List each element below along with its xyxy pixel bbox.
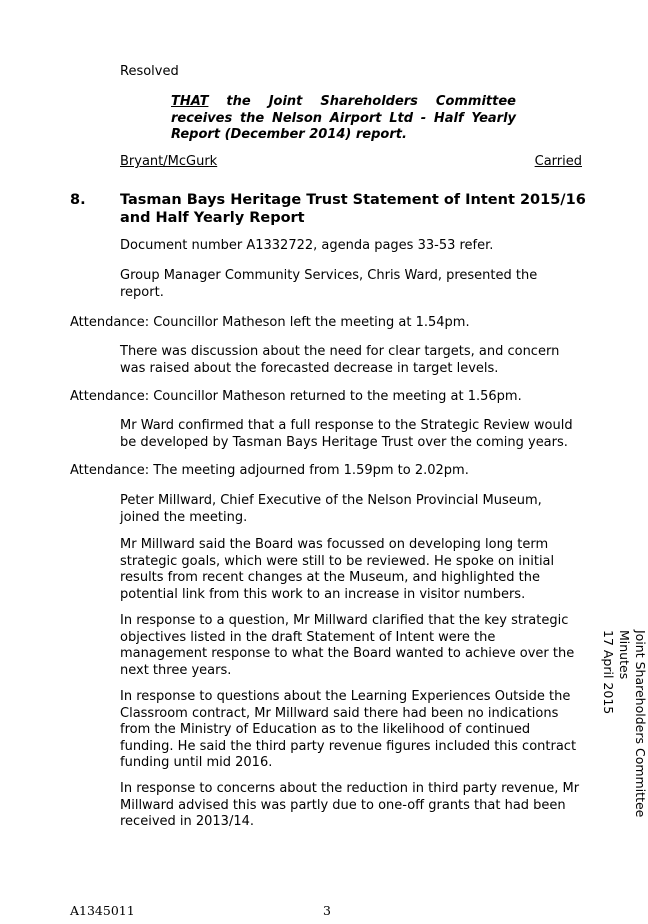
footer-doc-number: A1345011	[70, 903, 135, 918]
resolution-text	[171, 94, 516, 144]
doc-reference: Document number A1332722, agenda pages 33-53 refer.	[120, 238, 494, 253]
footer-page-number: 3	[323, 903, 331, 918]
strategic-objectives-paragraph: In response to a question, Mr Millward clarified that the key strategic objectives listed in the draft Statement of Intent were the management response to what the Board wanted to achieve over the next three years.	[120, 613, 575, 678]
mover-seconder: Bryant/McGurk	[120, 154, 218, 169]
revenue-paragraph: In response to concerns about the reduction in third party revenue, Mr Millward advised this was partly due to one-off grants that had been received in 2013/14.	[120, 781, 580, 829]
resolution-body: the Joint Shareholders Committee receives the Nelson Airport Ltd - Half Yearly Report (December 2014) report.	[171, 94, 516, 142]
attendance-returned: Attendance: Councillor Matheson returned to the meeting at 1.56pm.	[70, 389, 522, 404]
resolved-label: Resolved	[120, 64, 179, 79]
ward-confirmed-paragraph: Mr Ward confirmed that a full response to the Strategic Review would be developed by Tasman Bays Heritage Trust over the coming years.	[120, 418, 573, 450]
discussion-paragraph: There was discussion about the need for clear targets, and concern was raised about the forecasted decrease in target levels.	[120, 344, 560, 376]
carried-label: Carried	[534, 154, 582, 169]
item-number: 8.	[70, 192, 86, 208]
presented-paragraph: Group Manager Community Services, Chris Ward, presented the report.	[120, 268, 538, 300]
leotc-paragraph: In response to questions about the Learning Experiences Outside the Classroom contract, Mr Millward said there had been no indications from the Ministry of Education as to the likelihood of continued funding. He said the third party revenue figures included this contract funding until mid 2016.	[120, 689, 577, 770]
board-goals-paragraph: Mr Millward said the Board was focussed on developing long term strategic goals, which were still to be reviewed. He spoke on initial results from recent changes at the Museum, and highlighted the potential link from this work to an increase in visitor numbers.	[120, 537, 555, 602]
attendance-left: Attendance: Councillor Matheson left the meeting at 1.54pm.	[70, 315, 470, 330]
attendance-adjourned: Attendance: The meeting adjourned from 1.59pm to 2.02pm.	[70, 463, 469, 478]
side-label-date: 17 April 2015	[601, 630, 616, 715]
item-title: Tasman Bays Heritage Trust Statement of Intent 2015/16 and Half Yearly Report	[120, 192, 586, 226]
millward-joined-paragraph: Peter Millward, Chief Executive of the Nelson Provincial Museum, joined the meeting.	[120, 493, 542, 525]
side-label-text	[600, 630, 648, 840]
side-label	[600, 630, 648, 840]
side-label-title: Joint Shareholders Committee Minutes	[617, 630, 648, 818]
resolution-that: THAT	[171, 94, 209, 109]
